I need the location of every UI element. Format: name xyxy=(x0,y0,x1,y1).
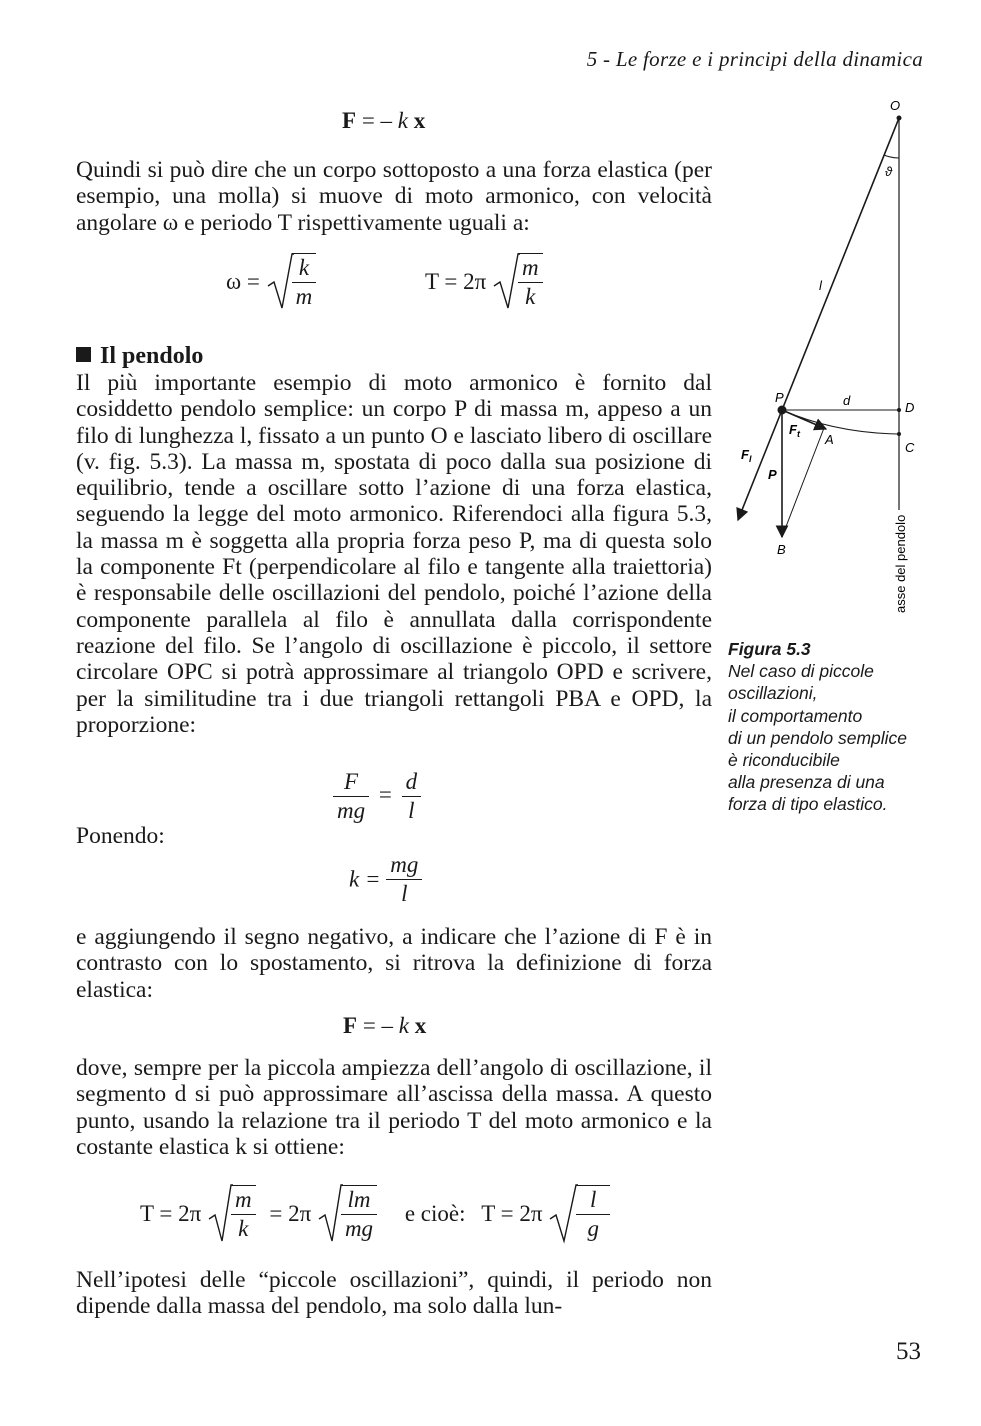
period-den: k xyxy=(525,284,536,309)
label-P: P xyxy=(775,390,784,405)
paragraph-intro xyxy=(76,157,712,236)
paragraph-intro-text: Quindi si può dire che un corpo sottoposto a una forza elastica (per esempio, una molla) si muove di moto armonico, con velocità angolare ω e periodo T rispettivamente uguali a: xyxy=(76,157,712,236)
caption-line: alla presenza di una xyxy=(728,772,885,793)
final-frac-2 xyxy=(341,1185,377,1243)
ponendo-text: Ponendo: xyxy=(76,823,165,849)
equation-period-final xyxy=(140,1183,610,1247)
eq-minus: = – xyxy=(356,108,398,133)
paragraph-conclusion-text: Nell’ipotesi delle “piccole oscillazioni”, quindi, il periodo non dipende dalla massa del pendolo, ma solo dalla lun- xyxy=(76,1267,712,1320)
page-number: 53 xyxy=(896,1338,921,1365)
final-num3: l xyxy=(576,1186,610,1215)
paragraph-sign-text: e aggiungendo il segno negativo, a indicare che l’azione di F è in contrasto con lo spostamento, si ritrova la definizione di forza elastica: xyxy=(76,924,712,1003)
label-l: l xyxy=(819,278,822,293)
equation-proportion xyxy=(333,768,421,825)
sqrt-sign xyxy=(548,1183,578,1245)
figure-caption xyxy=(728,638,968,816)
section-heading-text: Il pendolo xyxy=(100,343,204,369)
omega-fraction xyxy=(292,253,317,311)
final-den2: mg xyxy=(344,1216,374,1241)
caption-line: oscillazioni, xyxy=(728,683,818,704)
proportion-frac-1 xyxy=(333,768,369,825)
proportion-frac-2 xyxy=(402,768,422,825)
label-Fl-sub: l xyxy=(748,454,752,464)
k-fraction xyxy=(386,851,422,908)
angle-arc xyxy=(884,155,899,158)
caption-line: Nel caso di piccole xyxy=(728,661,874,682)
sqrt-sign xyxy=(317,1183,343,1245)
eq-symbol-F: F xyxy=(342,108,357,133)
label-Fl-main: F xyxy=(741,447,749,462)
section-heading xyxy=(76,343,203,370)
prop-num1: F xyxy=(333,768,369,797)
label-O: O xyxy=(890,98,901,113)
axis-label: asse del pendolo xyxy=(893,514,908,613)
prop-den2: l xyxy=(408,798,415,823)
final-den3: g xyxy=(587,1216,599,1241)
eq-minus: = – xyxy=(357,1013,399,1038)
eq-symbol-k: k xyxy=(398,1013,410,1038)
point-D xyxy=(897,408,901,412)
running-head: 5 - Le forze e i principi della dinamica xyxy=(586,47,923,71)
final-t4: T = 2π xyxy=(481,1201,543,1226)
prop-num2: d xyxy=(402,768,422,797)
label-B: B xyxy=(777,542,786,557)
final-frac-3 xyxy=(576,1185,610,1243)
label-theta: ϑ xyxy=(885,164,893,179)
square-bullet-icon xyxy=(76,347,91,362)
pendulum-figure xyxy=(725,90,945,620)
label-A: A xyxy=(825,432,834,447)
final-den1: k xyxy=(238,1216,249,1241)
point-C xyxy=(897,432,901,436)
paragraph-sign xyxy=(76,924,712,1003)
sqrt-sign xyxy=(207,1183,233,1245)
caption-line: di un pendolo semplice xyxy=(728,727,908,748)
label-d: d xyxy=(843,393,851,408)
k-lhs: k = xyxy=(349,866,381,892)
final-frac-1 xyxy=(231,1185,256,1243)
paragraph-pendulum xyxy=(76,370,712,738)
label-P-force: P xyxy=(768,467,777,482)
final-t3: e cioè: xyxy=(404,1201,466,1226)
label-C: C xyxy=(905,440,915,455)
prop-den1: mg xyxy=(337,798,366,823)
omega-den: m xyxy=(295,284,313,309)
period-num: m xyxy=(518,254,543,283)
paragraph-derivation xyxy=(76,1055,712,1160)
omega-num: k xyxy=(292,254,317,283)
sqrt-sign xyxy=(266,252,294,312)
k-den: l xyxy=(401,881,408,906)
equation-k xyxy=(349,851,422,908)
equation-omega xyxy=(226,252,316,312)
caption-title: Figura 5.3 xyxy=(728,639,811,659)
pendulum-string xyxy=(782,118,899,410)
omega-lhs: ω = xyxy=(226,269,260,294)
label-Ft-main: F xyxy=(789,422,797,437)
label-Fl xyxy=(741,447,752,464)
final-t1: T = 2π xyxy=(140,1201,202,1226)
paragraph-pendulum-text: Il più importante esempio di moto armonico è fornito dal cosiddetto pendolo semplice: un corpo P di massa m, appeso a un filo di lunghezza l, fissato a un punto O e lasciato libero di oscillare (v. fig. 5.3). La massa m, spostata di poco dalla sua posizione di equilibrio, tende a oscillare sotto l’azione di una forza elastica, seguendo la legge del moto armonico. Riferendoci alla figura 5.3, la massa m è soggetta alla propria forza peso P, ma di questa solo la componente Ft (perpendicolare al filo e tangente alla traiettoria) è responsabile delle oscillazioni del pendolo, poiché l’azione della componente parallela al filo è annullata dalla corrispondente reazione del filo. Se l’angolo di oscillazione è piccolo, il settore circolare OPC si potrà approssimare al triangolo OPD e scrivere, per la similitudine tra i due triangoli rettangoli PBA e OPD, la proporzione: xyxy=(76,370,712,738)
period-fraction xyxy=(518,253,543,311)
label-Ft-sub: t xyxy=(796,429,800,439)
caption-line: forza di tipo elastico. xyxy=(728,794,888,815)
eq-symbol-x: x xyxy=(409,1013,427,1038)
final-num1: m xyxy=(231,1186,256,1215)
period-lhs: T = 2π xyxy=(425,269,487,294)
final-num2: lm xyxy=(341,1186,377,1215)
final-t2: = 2π xyxy=(269,1201,312,1226)
prop-equals: = xyxy=(378,781,392,807)
parallel-force-vector xyxy=(738,410,782,520)
paragraph-conclusion xyxy=(76,1267,712,1320)
label-D: D xyxy=(905,400,915,415)
equation-period xyxy=(425,252,543,312)
caption-line: il comportamento xyxy=(728,705,863,726)
segment-AB xyxy=(782,428,824,537)
eq-symbol-F: F xyxy=(343,1013,358,1038)
k-num: mg xyxy=(386,851,422,880)
sqrt-sign xyxy=(492,252,520,312)
equation-elastic-force xyxy=(343,1013,426,1039)
paragraph-derivation-text: dove, sempre per la piccola ampiezza dell’angolo di oscillazione, il segmento d si può approssimare all’ascissa della massa. A questo punto, usando la relazione tra il periodo T del moto armonico e la costante elastica k si ottiene: xyxy=(76,1055,712,1160)
label-Ft xyxy=(789,422,801,439)
caption-line: è riconducibile xyxy=(728,750,840,771)
equation-elastic-force-top xyxy=(342,108,425,134)
eq-symbol-x: x xyxy=(408,108,426,133)
eq-symbol-k: k xyxy=(397,108,409,133)
